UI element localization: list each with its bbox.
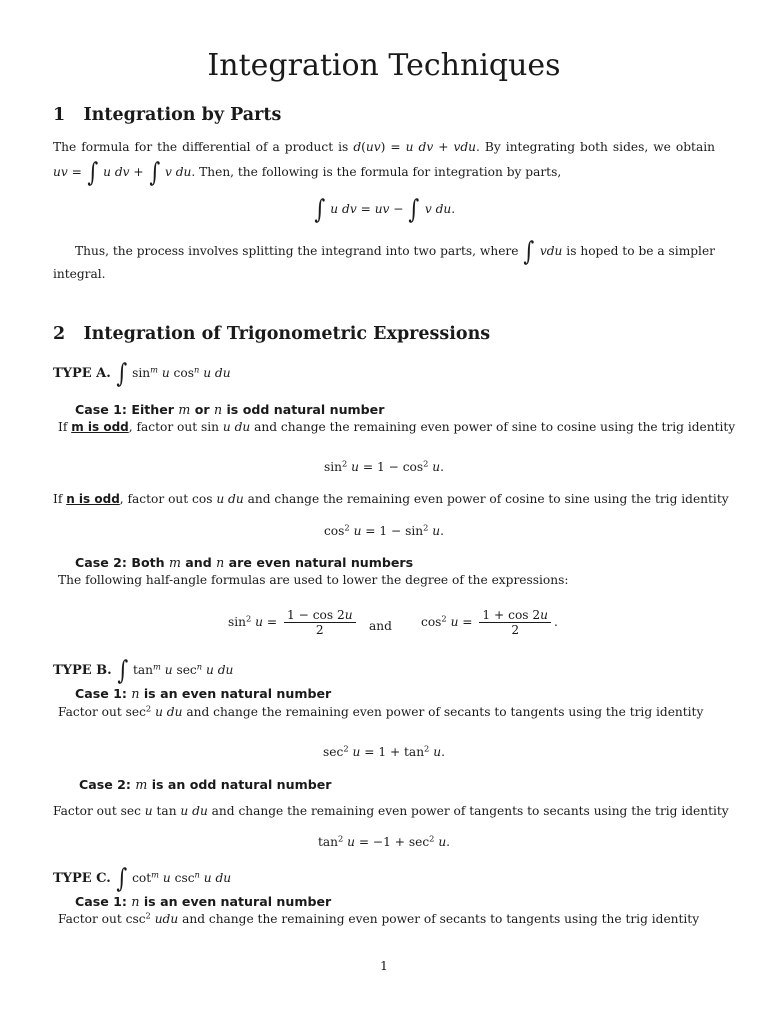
text: is an even natural number	[139, 894, 332, 909]
paragraph-line: uv = ∫ u dv + ∫ v du. Then, the following is the formula for integration by parts,	[53, 157, 562, 188]
text: Case 2: Both	[75, 555, 169, 570]
paragraph-line: The formula for the differential of a product is d(uv) = u dv + vdu. By integrating both sides, we obtain	[53, 140, 715, 154]
type-label: TYPE B.	[53, 663, 112, 678]
section-1-heading	[53, 105, 281, 125]
case-heading: Case 1: n is an even natural number	[75, 894, 332, 909]
type-b-heading: TYPE B. ∫ $\tan^m u$ $\sec^n u$ du	[53, 655, 234, 686]
paragraph-line: Factor out $\sec^2 u$ du and change the remaining even power of secants to tangents using the trig identity	[58, 703, 704, 719]
display-equation: ∫ u dv = uv − ∫ v du.	[314, 194, 456, 225]
text: Factor out	[58, 912, 126, 926]
math: uv	[53, 165, 68, 179]
text: is an odd natural number	[147, 777, 332, 792]
section-number: 1	[53, 105, 66, 125]
display-equation: $\cos^2 u$ = $\frac{1 + \cos 2u}{2}$ .	[421, 608, 558, 638]
paragraph-line: Thus, the process involves splitting the integrand into two parts, where ∫ vdu is hoped to be a simpler	[75, 236, 715, 267]
text: Case 1:	[75, 894, 132, 909]
section-number: 2	[53, 324, 66, 344]
paragraph-line: If m is odd, factor out sin u du and change the remaining even power of sine to cosine using the trig identity	[58, 420, 736, 434]
case-heading: Case 2: m is an odd natural number	[79, 777, 332, 792]
type-label: TYPE C.	[53, 871, 111, 886]
display-equation: $\cos^2 u = 1 - \sin^2 u$.	[323, 522, 444, 538]
case-heading: Case 1: n is an even natural number	[75, 686, 332, 701]
display-equation: $\tan^2 u = -1 + \sec^2 u$.	[317, 833, 451, 849]
section-2-heading	[53, 324, 490, 344]
text: and change the remaining even power of secants to tangents using the trig identity	[178, 912, 700, 926]
paragraph-line: The following half-angle formulas are used to lower the degree of the expressions:	[58, 573, 569, 587]
page-number: 1	[380, 958, 388, 973]
text: Factor out	[53, 804, 121, 818]
text: Factor out	[58, 705, 126, 719]
display-equation: $\sin^2 u = 1 - \cos^2 u$.	[323, 458, 444, 474]
text: , factor out	[119, 492, 193, 506]
type-a-heading: TYPE A. ∫ $\sin^m u$ $\cos^n u$ du	[53, 358, 231, 389]
text: , factor out	[128, 420, 201, 434]
text: . Then, the following is the formula for integration by parts,	[191, 165, 562, 179]
text: is an even natural number	[139, 686, 332, 701]
text: Case 1:	[75, 686, 132, 701]
display-equation: $\sin^2 u$ = $\frac{1 - \cos 2u}{2}$	[228, 609, 359, 636]
paragraph-line: Factor out $\csc^2$ udu and change the remaining even power of secants to tangents using the trig identity	[58, 910, 700, 926]
text: . By integrating both sides, we obtain	[476, 140, 715, 154]
text: are even natural numbers	[224, 555, 414, 570]
paragraph-line: integral.	[53, 267, 106, 281]
text: Thus, the process involves splitting the integrand into two parts, where	[75, 244, 523, 258]
type-c-heading: TYPE C. ∫ $\cot^m u$ $\csc^n u$ du	[53, 863, 232, 894]
display-equation: $\sec^2 u = 1 + \tan^2 u$.	[323, 743, 445, 759]
text: and change the remaining even power of sine to cosine using the trig identity	[250, 420, 736, 434]
case-heading: Case 1: Either m or n is odd natural number	[75, 402, 385, 417]
and-word: and	[369, 619, 392, 633]
emphasis: m is odd	[71, 420, 129, 434]
case-heading: Case 2: Both m and n are even natural numbers	[75, 555, 414, 570]
text: The formula for the differential of a product is	[53, 140, 354, 154]
text: If	[53, 492, 67, 506]
text: and change the remaining even power of cosine to sine using the trig identity	[243, 492, 729, 506]
text: and	[180, 555, 217, 570]
paragraph-line: If n is odd, factor out cos u du and change the remaining even power of cosine to sine using the trig identity	[53, 492, 729, 506]
text: Case 1: Either	[75, 402, 179, 417]
text: is odd natural number	[222, 402, 385, 417]
paragraph-line: Factor out sec u tan u du and change the remaining even power of tangents to secants using the trig identity	[53, 804, 729, 818]
section-title: Integration of Trigonometric Expressions	[83, 324, 491, 344]
text: Case 2:	[79, 777, 136, 792]
text: or	[190, 402, 214, 417]
emphasis: n is odd	[66, 492, 120, 506]
document-title: Integration Techniques	[207, 48, 561, 83]
text: and change the remaining even power of secants to tangents using the trig identity	[182, 705, 704, 719]
math: d	[353, 140, 362, 154]
text: is hoped to be a simpler	[562, 244, 715, 258]
section-title: Integration by Parts	[83, 105, 282, 125]
text: If	[58, 420, 72, 434]
text: and change the remaining even power of tangents to secants using the trig identity	[207, 804, 729, 818]
type-label: TYPE A.	[53, 366, 111, 381]
